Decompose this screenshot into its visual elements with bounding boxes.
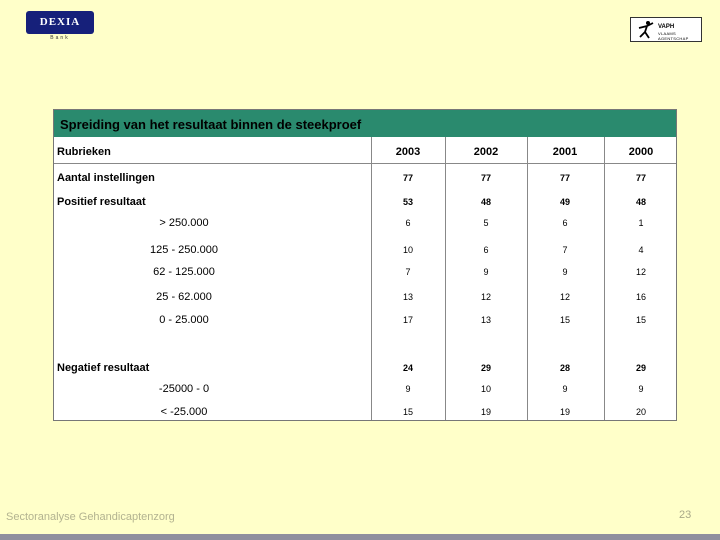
row-value: 15	[635, 315, 646, 325]
row-value: 48	[635, 197, 646, 207]
row-value: 19	[559, 407, 570, 417]
table-title: Spreiding van het resultaat binnen de steekproef	[60, 117, 362, 132]
row-value: 29	[480, 363, 491, 373]
row-value: 10	[402, 245, 413, 255]
row-value: 17	[402, 315, 413, 325]
row-value: 20	[635, 407, 646, 417]
header-year: 2001	[552, 146, 578, 158]
bottom-bar	[0, 534, 720, 540]
row-label: Positief resultaat	[57, 196, 146, 208]
row-value: 53	[402, 197, 413, 207]
row-value: 15	[402, 407, 413, 417]
row-value: 4	[638, 245, 644, 255]
row-value: 48	[480, 197, 491, 207]
row-value: 7	[405, 267, 411, 277]
row-sublabel: > 250.000	[159, 217, 209, 229]
row-sublabel: 0 - 25.000	[159, 314, 209, 326]
footer-title: Sectoranalyse Gehandicaptenzorg	[6, 511, 175, 523]
row-value: 6	[483, 245, 489, 255]
header-label: Rubrieken	[57, 146, 111, 158]
header-year: 2002	[473, 146, 499, 158]
row-value: 9	[638, 384, 644, 394]
row-value: 77	[635, 173, 646, 183]
row-value: 10	[480, 384, 491, 394]
result-table	[53, 109, 677, 421]
row-sublabel: 125 - 250.000	[150, 244, 218, 256]
dexia-logo-sub: Bank	[50, 35, 70, 41]
row-value: 24	[402, 363, 413, 373]
figure-icon	[635, 20, 655, 40]
dexia-logo: DEXIA	[26, 11, 94, 34]
column-divider	[445, 137, 446, 420]
row-value: 6	[562, 218, 568, 228]
row-value: 77	[402, 173, 413, 183]
vaph-logo-text: VAPH	[658, 24, 675, 30]
row-label: Negatief resultaat	[57, 362, 150, 374]
column-divider	[371, 137, 372, 420]
row-sublabel: -25000 - 0	[158, 383, 210, 395]
row-value: 9	[562, 267, 568, 277]
row-value: 13	[480, 315, 491, 325]
column-divider	[527, 137, 528, 420]
row-value: 5	[483, 218, 489, 228]
row-value: 29	[635, 363, 646, 373]
row-value: 1	[638, 218, 644, 228]
row-sublabel: 62 - 125.000	[153, 266, 215, 278]
row-sublabel: 25 - 62.000	[156, 291, 212, 303]
row-value: 12	[559, 292, 570, 302]
row-value: 6	[405, 218, 411, 228]
header-year: 2003	[395, 146, 421, 158]
row-value: 15	[559, 315, 570, 325]
column-divider	[604, 137, 605, 420]
page-number: 23	[679, 509, 692, 521]
row-label: Aantal instellingen	[57, 172, 155, 184]
table-title-bar	[54, 110, 676, 137]
row-value: 12	[480, 292, 491, 302]
row-value: 13	[402, 292, 413, 302]
row-value: 16	[635, 292, 646, 302]
row-value: 9	[483, 267, 489, 277]
vaph-logo	[630, 17, 702, 42]
row-value: 28	[559, 363, 570, 373]
row-value: 77	[559, 173, 570, 183]
row-value: 19	[480, 407, 491, 417]
header-divider	[54, 163, 676, 164]
row-value: 12	[635, 267, 646, 277]
row-value: 49	[559, 197, 570, 207]
row-value: 9	[562, 384, 568, 394]
row-value: 9	[405, 384, 411, 394]
vaph-logo-subtext: VLAAMS AGENTSCHAP	[658, 31, 689, 41]
row-sublabel: < -25.000	[160, 406, 208, 418]
row-value: 7	[562, 245, 568, 255]
header-year: 2000	[628, 146, 654, 158]
row-value: 77	[480, 173, 491, 183]
